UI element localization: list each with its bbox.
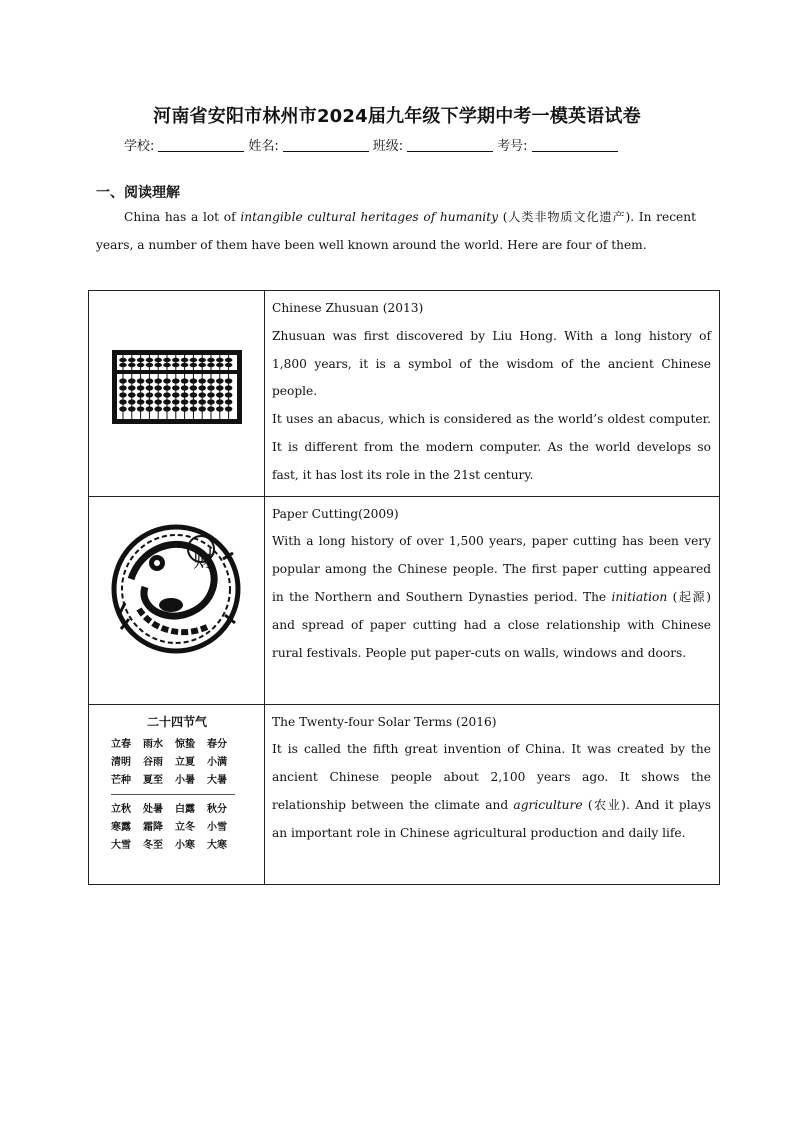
paper-cut-icon — [111, 519, 241, 659]
exam-number-blank — [532, 137, 618, 152]
paper-cutting-text-2: (起源) and spread of paper cutting had a close relationship with Chinese rural festivals. People put paper-cuts on walls, windows and doors. — [272, 589, 711, 660]
heritage-table — [88, 290, 720, 885]
intro-paragraph — [96, 203, 696, 259]
name-label: 姓名: — [248, 139, 279, 154]
solar-terms-group-2 — [111, 801, 235, 855]
solar-term: 小暑 — [175, 774, 195, 786]
abacus-icon — [111, 349, 243, 425]
solar-terms-row — [111, 819, 235, 837]
solar-terms-row — [111, 754, 235, 772]
paper-cut-cell — [89, 496, 265, 704]
name-blank — [283, 137, 369, 152]
solar-term: 立秋 — [111, 803, 131, 815]
solar-term: 大寒 — [207, 839, 227, 851]
solar-term: 白露 — [175, 803, 195, 815]
school-label: 学校: — [124, 139, 155, 154]
solar-term: 立春 — [111, 738, 131, 750]
intro-text-1: China has a lot of — [124, 210, 241, 224]
solar-term: 小雪 — [207, 821, 227, 833]
solar-term: 寒露 — [111, 821, 131, 833]
solar-terms-italic: agriculture — [513, 797, 583, 812]
paper-cutting-heading: Paper Cutting(2009) — [272, 506, 399, 521]
paper-cutting-paragraph — [272, 528, 711, 667]
solar-terms-image — [111, 713, 235, 855]
solar-term: 秋分 — [207, 803, 227, 815]
solar-terms-title: 二十四节气 — [147, 714, 208, 729]
solar-terms-text-1: It is called the fifth great invention of China. It was created by the ancient Chinese people about 2,100 years ago. It shows the relationship between the climate and — [272, 742, 711, 812]
zhusuan-paragraph-2: It uses an abacus, which is considered as the world’s oldest computer. It is different from the modern computer. As the world develops so fast, it has lost its role in the 21st century. — [272, 412, 711, 482]
solar-term: 大暑 — [207, 774, 227, 786]
school-blank — [158, 137, 244, 152]
solar-terms-paragraph — [272, 736, 711, 847]
paper-cutting-italic: initiation — [611, 589, 668, 604]
solar-terms-row — [111, 772, 235, 790]
zhusuan-text-cell — [265, 291, 720, 497]
abacus-image — [111, 349, 243, 429]
solar-term: 清明 — [111, 756, 131, 768]
table-row-solar-terms — [89, 704, 720, 884]
paper-cutting-text-cell — [265, 496, 720, 704]
paper-cut-image — [111, 519, 241, 663]
solar-terms-divider — [111, 794, 235, 795]
paper-cutting-text-1: With a long history of over 1,500 years, paper cutting has been very popular among the Chinese people. The first paper cutting appeared in the Northern and Southern Dynasties period. The — [272, 534, 711, 604]
solar-term: 夏至 — [143, 774, 163, 786]
exam-number-label: 考号: — [497, 139, 528, 154]
solar-term: 小寒 — [175, 839, 195, 851]
solar-terms-cell — [89, 704, 265, 884]
solar-term: 立冬 — [175, 821, 195, 833]
solar-term: 冬至 — [143, 839, 163, 851]
page-title: 河南省安阳市林州市2024届九年级下学期中考一模英语试卷 — [153, 106, 641, 127]
solar-terms-text-2: (农业). And it plays an important role in Chinese agricultural production and daily life. — [272, 797, 711, 840]
solar-term: 春分 — [207, 738, 227, 750]
abacus-cell — [89, 291, 265, 497]
solar-terms-text-cell — [265, 704, 720, 884]
solar-terms-group-1 — [111, 736, 235, 790]
solar-term: 惊蛰 — [175, 738, 195, 750]
zhusuan-heading: Chinese Zhusuan (2013) — [272, 301, 424, 315]
solar-terms-heading: The Twenty-four Solar Terms (2016) — [272, 714, 497, 729]
solar-term: 处暑 — [143, 803, 163, 815]
table-row-zhusuan — [89, 291, 720, 497]
solar-term: 芒种 — [111, 774, 131, 786]
section-heading: 一、阅读理解 — [96, 185, 180, 201]
student-info-line — [124, 135, 622, 154]
intro-text-2: (人类非物质文化遗产). In recent years, a number of them have been well known around the world. Here are four of them. — [96, 210, 696, 252]
paper-cut-character: 财 — [193, 547, 216, 573]
solar-term: 霜降 — [143, 821, 163, 833]
solar-terms-row — [111, 736, 235, 754]
solar-term: 大雪 — [111, 839, 131, 851]
intro-italic: intangible cultural heritages of humanity — [240, 210, 498, 224]
solar-term: 立夏 — [175, 756, 195, 768]
class-blank — [407, 137, 493, 152]
solar-term: 谷雨 — [143, 756, 163, 768]
zhusuan-paragraph-1: Zhusuan was first discovered by Liu Hong. With a long history of 1,800 years, it is a symbol of the wisdom of the ancient Chinese people. — [272, 328, 711, 399]
class-label: 班级: — [372, 139, 404, 154]
table-row-paper-cutting — [89, 496, 720, 704]
solar-term: 小满 — [207, 756, 227, 768]
solar-terms-row — [111, 837, 235, 855]
solar-terms-row — [111, 801, 235, 819]
solar-term: 雨水 — [143, 738, 163, 750]
